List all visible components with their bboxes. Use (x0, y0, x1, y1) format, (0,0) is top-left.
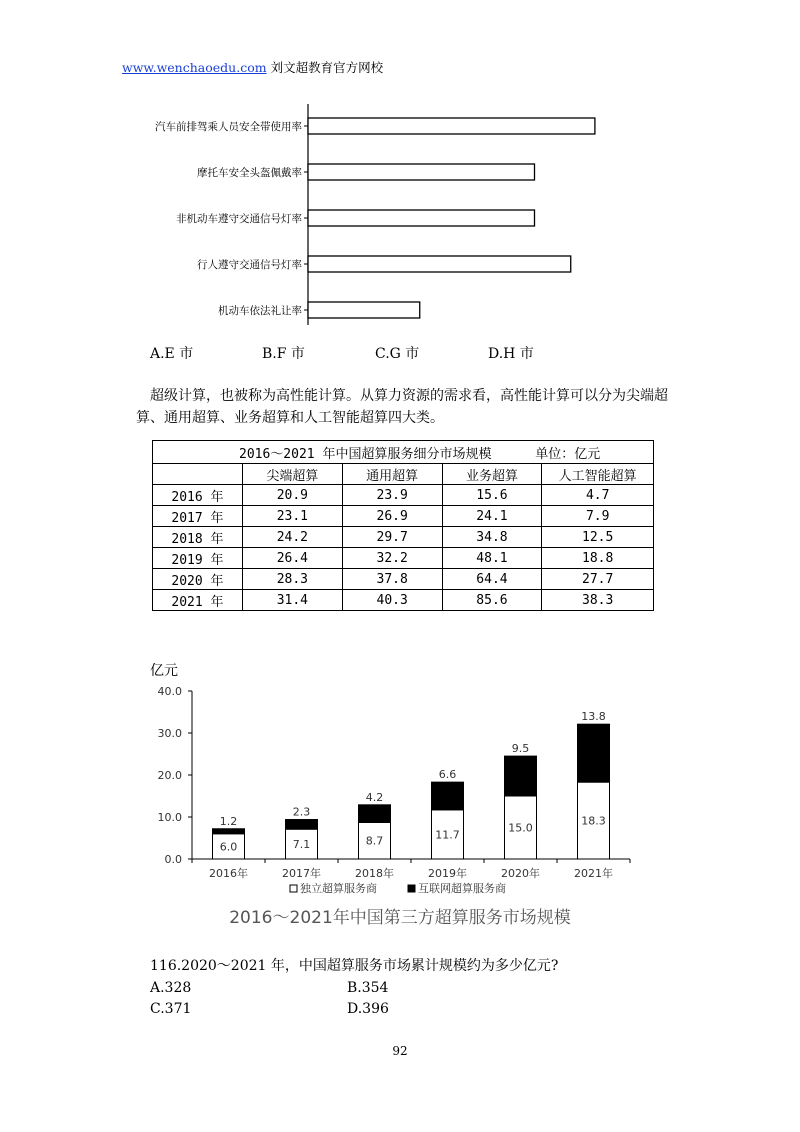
chart-data-label: 11.7 (435, 828, 460, 842)
intro-paragraph: 超级计算，也被称为高性能计算。从算力资源的需求看，高性能计算可以分为尖端超算、通用超算、业务超算和人工智能超算四大类。 (136, 388, 668, 426)
chart-y-tick-label: 10.0 (157, 811, 182, 824)
table-cell: 23.9 (342, 485, 442, 506)
table-title: 2016～2021 年中国超算服务细分市场规模 (239, 446, 492, 462)
chart-data-label: 4.2 (365, 790, 384, 804)
chart-x-tick-label: 2021年 (574, 867, 613, 880)
table-cell: 34.8 (442, 527, 542, 548)
question-option-b: B.354 (347, 980, 389, 996)
table-cell: 2021 年 (153, 590, 243, 611)
chart-bar-internet (359, 805, 391, 823)
table-cell: 2016 年 (153, 485, 243, 506)
option-b: B.F 市 (262, 346, 305, 362)
chart-data-label: 18.3 (581, 814, 606, 828)
question-option-c: C.371 (150, 1001, 192, 1017)
table-cell: 85.6 (442, 590, 542, 611)
chart-x-tick-label: 2019年 (428, 867, 467, 880)
hbar-bar (308, 256, 571, 272)
hbar-bar (308, 118, 595, 134)
table-cell: 26.4 (242, 548, 342, 569)
table-cell: 40.3 (342, 590, 442, 611)
table-cell: 2017 年 (153, 506, 243, 527)
option-a: A.E 市 (150, 346, 194, 362)
chart-data-label: 2.3 (292, 805, 311, 819)
chart-data-label: 6.0 (219, 840, 238, 854)
table-cell: 2020 年 (153, 569, 243, 590)
table-cell: 4.7 (542, 485, 654, 506)
chart-data-label: 7.1 (292, 838, 311, 852)
hbar-bar (308, 302, 420, 318)
market-table (152, 440, 654, 611)
page-header (122, 58, 383, 76)
page-number: 92 (392, 1044, 408, 1058)
legend-label: 独立超算服务商 (300, 882, 377, 895)
hbar-category-label: 摩托车安全头盔佩戴率 (197, 167, 302, 179)
stacked-bar-chart (140, 655, 660, 935)
legend-label: 互联网超算服务商 (418, 882, 506, 895)
table-unit: 单位：亿元 (535, 446, 601, 462)
legend-swatch-internet (408, 885, 415, 892)
chart-y-tick-label: 30.0 (157, 727, 182, 740)
question-text: 116.2020～2021 年，中国超算服务市场累计规模约为多少亿元? (150, 958, 559, 974)
table-header (153, 464, 243, 485)
table-cell: 2019 年 (153, 548, 243, 569)
chart-y-tick-label: 0.0 (164, 853, 182, 866)
hbar-bar (308, 210, 535, 226)
chart-data-label: 13.8 (581, 710, 606, 724)
table-cell: 7.9 (542, 506, 654, 527)
table-cell: 31.4 (242, 590, 342, 611)
table-header: 人工智能超算 (542, 464, 654, 485)
table-header: 业务超算 (442, 464, 542, 485)
option-c: C.G 市 (375, 346, 420, 362)
chart-x-tick-label: 2016年 (209, 867, 248, 880)
question-option-d: D.396 (347, 1001, 389, 1017)
table-row (153, 506, 654, 527)
chart-x-tick-label: 2020年 (501, 867, 540, 880)
table-cell: 23.1 (242, 506, 342, 527)
chart-data-label: 1.2 (219, 814, 238, 828)
option-d: D.H 市 (488, 346, 534, 362)
chart-title: 2016～2021年中国第三方超算服务市场规模 (229, 908, 571, 928)
table-row (153, 527, 654, 548)
table-cell: 12.5 (542, 527, 654, 548)
chart-x-tick-label: 2017年 (282, 867, 321, 880)
table-cell: 37.8 (342, 569, 442, 590)
table-row (153, 590, 654, 611)
table-cell: 48.1 (442, 548, 542, 569)
question-option-a: A.328 (150, 980, 192, 996)
horizontal-bar-chart (140, 100, 640, 330)
hbar-category-label: 汽车前排驾乘人员安全带使用率 (155, 121, 302, 133)
table-header-row (153, 464, 654, 485)
chart-bar-internet (213, 829, 245, 834)
chart-bar-internet (432, 782, 464, 810)
chart-data-label: 15.0 (508, 821, 533, 835)
table-cell: 24.2 (242, 527, 342, 548)
table-cell: 18.8 (542, 548, 654, 569)
chart-data-label: 6.6 (438, 768, 457, 782)
table-cell: 64.4 (442, 569, 542, 590)
chart-data-label: 8.7 (365, 834, 384, 848)
table-cell: 32.2 (342, 548, 442, 569)
table-row (153, 485, 654, 506)
table-cell: 24.1 (442, 506, 542, 527)
legend-swatch-independent (290, 885, 297, 892)
site-link[interactable]: www.wenchaoedu.com (122, 60, 267, 75)
hbar-category-label: 行人遵守交通信号灯率 (197, 259, 302, 271)
table-cell: 20.9 (242, 485, 342, 506)
chart-bar-internet (286, 820, 318, 830)
table-header: 通用超算 (342, 464, 442, 485)
chart-data-label: 9.5 (511, 742, 530, 756)
chart-y-tick-label: 20.0 (157, 769, 182, 782)
table-cell: 28.3 (242, 569, 342, 590)
hbar-category-label: 非机动车遵守交通信号灯率 (176, 213, 302, 225)
table-cell: 26.9 (342, 506, 442, 527)
hbar-bar (308, 164, 535, 180)
chart-ylabel: 亿元 (150, 663, 178, 679)
table-header: 尖端超算 (242, 464, 342, 485)
chart-x-tick-label: 2018年 (355, 867, 394, 880)
chart-bar-internet (505, 756, 537, 796)
table-cell: 2018 年 (153, 527, 243, 548)
hbar-category-label: 机动车依法礼让率 (218, 305, 302, 317)
chart-bar-internet (578, 724, 610, 782)
table-cell: 27.7 (542, 569, 654, 590)
site-name: 刘文超教育官方网校 (270, 60, 384, 75)
table-row (153, 569, 654, 590)
table-row (153, 548, 654, 569)
chart-y-tick-label: 40.0 (157, 685, 182, 698)
table-cell: 29.7 (342, 527, 442, 548)
table-cell: 15.6 (442, 485, 542, 506)
table-cell: 38.3 (542, 590, 654, 611)
